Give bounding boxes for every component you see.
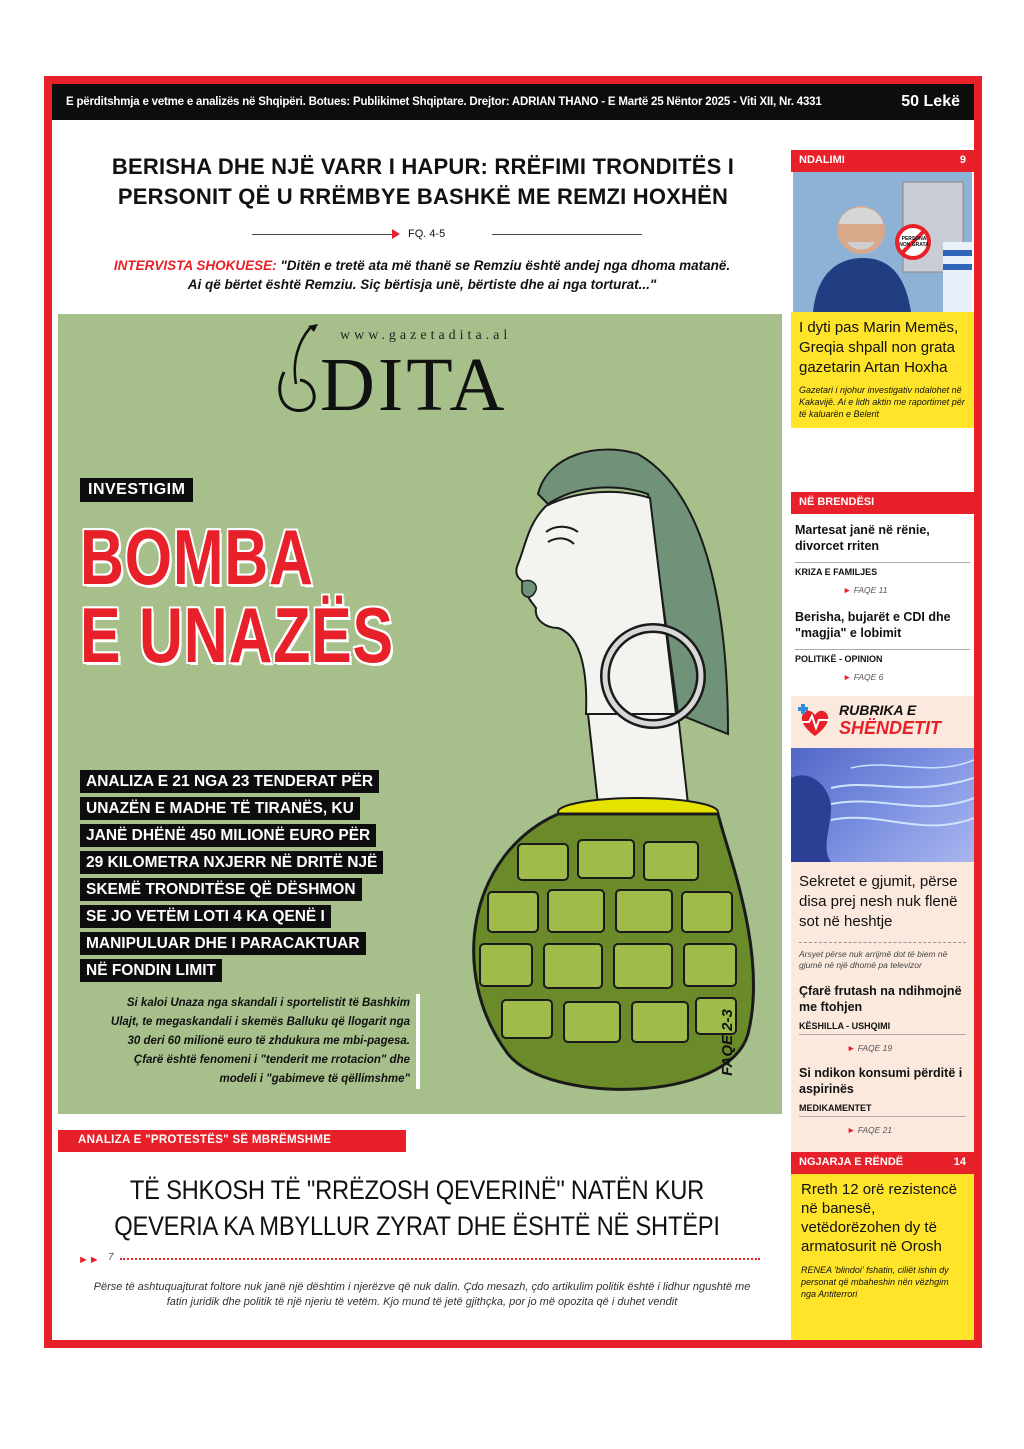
hero-headline-line: E UNAZËS <box>80 591 394 679</box>
deck-line: SE JO VETËM LOTI 4 KA QENË I <box>80 905 331 928</box>
ngjarja-headline: Rreth 12 orë rezistencë në banesë, vetëdorëzohen dy të armatosurit në Orosh <box>801 1181 957 1255</box>
hero-story[interactable] <box>58 314 782 1114</box>
hero-headline-line: BOMBA <box>80 513 314 601</box>
list-item[interactable] <box>791 1053 974 1135</box>
item-page-ref <box>847 1043 966 1053</box>
ndalimi-text <box>791 312 974 428</box>
item-category: MEDIKAMENTET <box>799 1103 966 1117</box>
page-ref-text: 7 <box>108 1252 114 1263</box>
section-label-text: NGJARJA E RËNDË <box>799 1156 904 1168</box>
interview-quote-line: "Ditën e tretë ata më thanë se Remziu është andej nga dhoma matanë. <box>280 258 731 273</box>
interview-quote-line: Ai që bërtet është Remziu. Siç bërtisja unë, bërtiste dhe ai nga torturat..." <box>187 277 657 292</box>
interview-tag: INTERVISTA SHOKUESE: <box>113 258 277 273</box>
dotted-divider <box>120 1258 760 1260</box>
pointer-icon <box>392 229 400 239</box>
sidebar <box>791 120 974 1340</box>
non-grata-sign: PERSONA NON GRATA <box>899 236 929 248</box>
item-page-text: FAQE 6 <box>853 672 884 682</box>
ndalimi-sub: Gazetari i njohur investigativ ndalohet në Kakavijë. Ai e lidh aktin me raportimet për të kaluarën e Belerit <box>799 385 965 419</box>
price-label: 50 Lekë <box>901 93 960 110</box>
bottom-story-headline[interactable] <box>113 1172 720 1244</box>
grenade-woman-illustration <box>428 414 758 1114</box>
ngjarja-sub: RENEA 'blindoi' fshatin, ciliët ishin dy personat që mbaheshin nën vëzhgim nga Antiterrori <box>801 1265 949 1299</box>
sidebar-ngjarja-rende[interactable] <box>791 1152 974 1348</box>
item-category: POLITIKË - OPINION <box>795 649 970 664</box>
sidebar-ndalimi[interactable] <box>791 150 974 428</box>
bottom-story-page-ref <box>78 1252 768 1266</box>
pointer-icon: ► <box>843 672 852 682</box>
item-category: KRIZA E FAMILJES <box>795 562 970 577</box>
deck-line: ANALIZA E 21 NGA 23 TENDERAT PËR <box>80 770 379 793</box>
section-label <box>791 150 974 172</box>
item-headline: Berisha, bujarët e CDI dhe "magjia" e lobimit <box>795 610 951 640</box>
item-page-text: FAQE 19 <box>857 1043 893 1053</box>
item-page-text: FAQE 21 <box>857 1125 893 1135</box>
bottom-headline-line: QEVERIA KA MBYLLUR ZYRAT DHE ËSHTË NË SHTËPI <box>114 1211 720 1241</box>
deck-line: UNAZËN E MADHE TË TIRANËS, KU <box>80 797 360 820</box>
heart-pulse-icon <box>797 704 833 740</box>
hero-headline[interactable] <box>80 513 394 679</box>
pointer-icon: ► <box>847 1125 856 1135</box>
page-ref-text: FQ. 4-5 <box>408 228 446 240</box>
main-column <box>52 120 786 1340</box>
list-item[interactable] <box>791 514 974 595</box>
item-category: KËSHILLA - USHQIMI <box>799 1021 966 1035</box>
section-label-text: NË BRENDËSI <box>799 496 875 508</box>
bottom-story-body: Përse të ashtuquajturat foltore nuk janë një dështim i njerëzve që nuk dalin. Çdo mesazh, çdo artikulim politik është i lidhur ngushtë me fatin juridik dhe politik të një njeriu të vetëm. Kjo mund të jetë gjithçka, por jo më opozita që i duhet vendit <box>93 1281 751 1308</box>
deck-line: JANË DHËNË 450 MILIONË EURO PËR <box>80 824 376 847</box>
list-item[interactable] <box>791 971 974 1053</box>
sidebar-ne-brendesi <box>791 492 974 682</box>
health-title-line: SHËNDETIT <box>839 718 942 738</box>
top-headline-line: BERISHA DHE NJË VARR I HAPUR: RRËFIMI TRONDITËS I <box>111 154 735 179</box>
hero-caption: Si kaloi Unaza nga skandali i sportelistit të Bashkim Ulajt, te megaskandali i skemës Balluku që llogarit nga 30 deri 60 milionë euro të zhdukura me mbi-pagesa. Çfarë është fenomeni i "tenderit me rrotacion" dhe modeli i "gabimeve të qëllimshme" <box>98 994 420 1089</box>
ref-divider <box>252 234 392 235</box>
ndalimi-headline: I dyti pas Marin Memës, Greqia shpall non grata gazetarin Artan Hoxha <box>799 319 959 376</box>
section-label-text: NDALIMI <box>799 154 845 166</box>
bottom-story-kicker: ANALIZA E "PROTESTËS" SË MBRËMSHME <box>58 1130 406 1152</box>
section-page-number: 14 <box>953 1156 966 1168</box>
health-sub: Arsyet përse nuk arrijmë dot të biem në gjumë në një dhomë pa televizor <box>799 942 966 971</box>
interview-quote <box>82 256 762 294</box>
ref-divider <box>492 234 642 235</box>
deck-line: SKEMË TRONDITËSE QË DËSHMON <box>80 878 362 901</box>
sleep-illustration <box>791 748 974 862</box>
section-page-number: 9 <box>959 154 966 166</box>
sleeping-head-icon <box>791 748 974 862</box>
ndalimi-photo <box>793 172 972 312</box>
pointer-icon: ► <box>843 585 852 595</box>
hero-page-ref-text: FAQE 2-3 <box>718 1009 736 1076</box>
top-story-page-ref <box>52 226 786 242</box>
masthead <box>52 84 974 120</box>
item-headline: Çfarë frutash na ndihmojnë me ftohjen <box>799 984 962 1014</box>
double-chevron-icon: ►► <box>78 1254 100 1266</box>
logo-url: www.gazetadita.al <box>340 328 512 343</box>
deck-line: NË FONDIN LIMIT <box>80 959 222 982</box>
item-headline: Martesat janë në rënie, divorcet rriten <box>795 523 930 553</box>
newspaper-front-page <box>44 76 982 1348</box>
item-headline: Si ndikon konsumi përditë i aspirinës <box>799 1066 963 1096</box>
item-page-ref <box>843 672 970 682</box>
item-page-ref <box>847 1125 966 1135</box>
hero-deck <box>80 770 420 986</box>
masthead-info: E përditshmja e vetme e analizës në Shqipëri. Botues: Publikimet Shqiptare. Drejtor: ADRIAN THANO - E Martë 25 Nëntor 2025 - Viti XII, Nr. 4331 <box>66 96 822 108</box>
top-story-headline[interactable] <box>78 152 768 212</box>
section-tag: INVESTIGIM <box>80 478 193 502</box>
logo-wordmark: DITA <box>320 343 508 427</box>
deck-line: 29 KILOMETRA NXJERR NË DRITË NJË <box>80 851 383 874</box>
deck-line: MANIPULUAR DHE I PARACAKTUAR <box>80 932 366 955</box>
section-label <box>791 1152 974 1174</box>
section-label <box>791 492 974 514</box>
ngjarja-text <box>791 1174 974 1348</box>
pointer-icon: ► <box>847 1043 856 1053</box>
item-page-text: FAQE 11 <box>853 585 888 595</box>
health-main-story[interactable] <box>791 862 974 971</box>
hero-page-ref <box>718 994 752 1094</box>
list-item[interactable] <box>791 595 974 682</box>
health-section-title <box>791 696 974 748</box>
health-title-line: RUBRIKA E <box>839 702 917 718</box>
journalist-photo-icon <box>793 172 972 312</box>
item-page-ref <box>843 585 970 595</box>
top-headline-line: PERSONIT QË U RRËMBYE BASHKË ME REMZI HOXHËN <box>117 184 729 209</box>
health-headline: Sekretet e gjumit, përse disa prej nesh nuk flenë sot në heshtje <box>799 873 958 930</box>
bottom-headline-line: TË SHKOSH TË "RRËZOSH QEVERINË" NATËN KUR <box>129 1175 705 1205</box>
